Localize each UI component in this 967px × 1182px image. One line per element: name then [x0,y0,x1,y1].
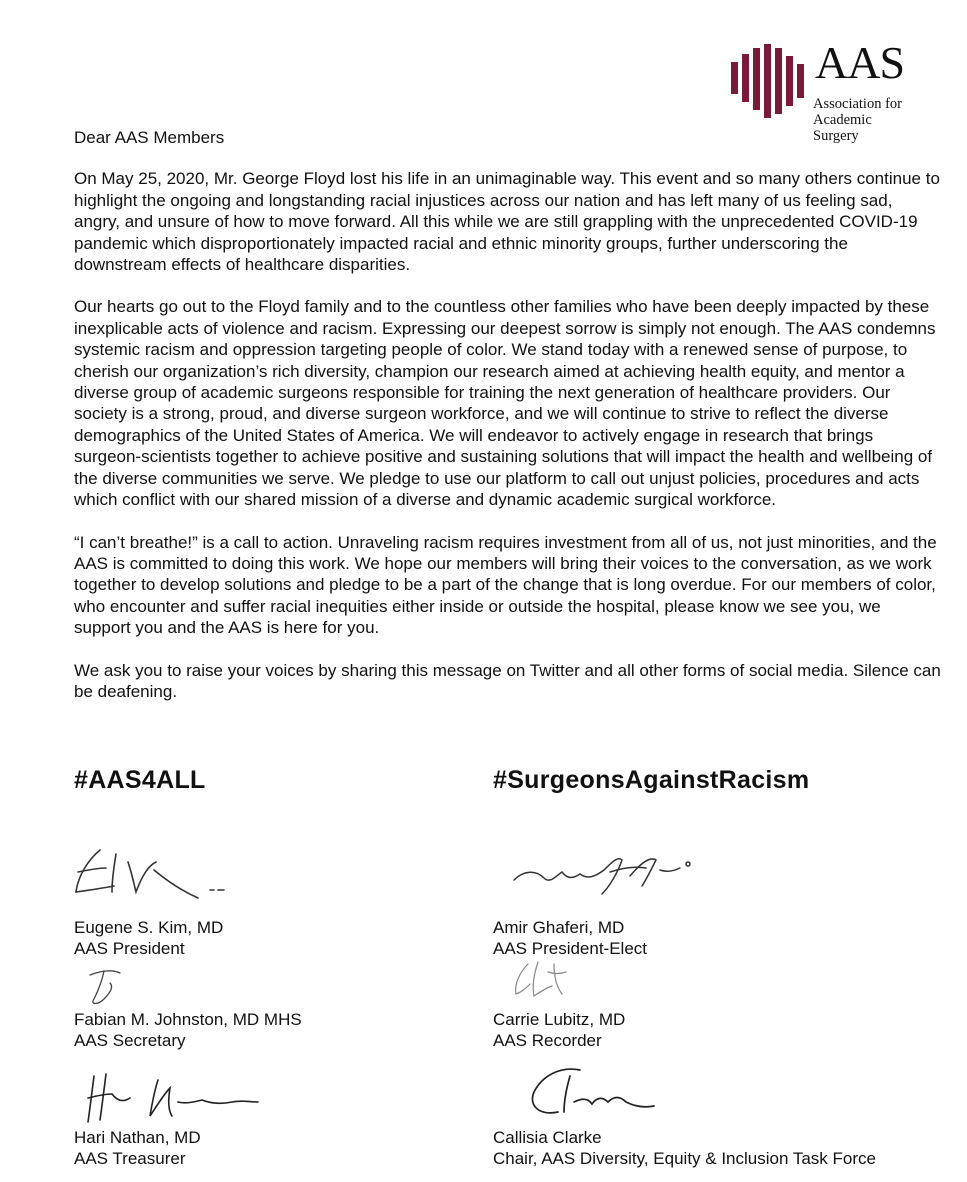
signatory-title: AAS Recorder [493,1031,602,1050]
signatory-name: Fabian M. Johnston, MD MHS [74,1010,302,1029]
signatory-title: AAS Secretary [74,1031,186,1050]
hashtags [74,766,934,800]
greeting: Dear AAS Members [74,128,225,147]
signatory-name: Callisia Clarke [493,1128,602,1147]
signature-eugene-kim [70,840,240,910]
signatory-callisia-clarke [493,1127,876,1169]
letter-body [74,127,942,723]
paragraph-1: On May 25, 2020, Mr. George Floyd lost his life in an unimaginable way. This event and so many others continue to highlight the ongoing and longstanding racial injustices across our nation and has left many of us feeling sad, angry, and unsure of how to move forward. All this while we are still grappling with the unprecedented COVID-19 pandemic which disproportionately impacted racial and ethnic minority groups, further underscoring the downstream effects of healthcare disparities. [74,169,940,275]
signatory-name: Amir Ghaferi, MD [493,918,625,937]
signature-carrie-lubitz [508,958,588,1003]
signatory-name: Eugene S. Kim, MD [74,918,224,937]
signatory-title: AAS President-Elect [493,939,648,958]
signature-callisia-clarke [520,1062,660,1122]
logo-abbreviation: AAS [815,37,905,88]
signatory-title: Chair, AAS Diversity, Equity & Inclusion Task Force [493,1149,876,1168]
signature-hari-nathan [82,1068,262,1128]
signatory-amir-ghaferi [493,917,647,959]
hashtag-surgeons-against-racism: #SurgeonsAgainstRacism [493,766,810,794]
aas-logo [729,37,919,144]
signatory-name: Hari Nathan, MD [74,1128,201,1147]
signatory-name: Carrie Lubitz, MD [493,1010,626,1029]
signature-amir-ghaferi [510,850,700,900]
signatory-fabian-johnston [74,1009,302,1051]
paragraph-4: We ask you to raise your voices by sharing this message on Twitter and all other forms of social media. Silence can be deafening. [74,660,941,701]
signatory-hari-nathan [74,1127,201,1169]
signature-fabian-johnston [80,965,140,1010]
logo-bars-icon [729,44,809,136]
paragraph-2: Our hearts go out to the Floyd family and to the countless other families who have been deeply impacted by these inexplicable acts of violence and racism. Expressing our deepest sorrow is simply not enough. The AAS condemns systemic racism and oppression targeting people of color. We stand today with a renewed sense of purpose, to cherish our organization’s rich diversity, champion our research aimed at achieving health equity, and mentor a diverse group of academic surgeons responsible for training the next generation of healthcare providers. Our society is a strong, proud, and diverse surgeon workforce, and we will continue to strive to reflect the diverse demographics of the United States of America. We will endeavor to actively engage in research that brings surgeon-scientists together to achieve positive and sustaining solutions that will impact the health and wellbeing of the diverse communities we serve. We pledge to use our platform to call out unjust policies, procedures and acts which conflict with our shared mission of a diverse and dynamic academic surgical workforce. [74,297,936,510]
paragraph-3: “I can’t breathe!” is a call to action. Unraveling racism requires investment from all of us, not just minorities, and the AAS is committed to doing this work. We hope our members will bring their voices to the conversation, as we work together to develop solutions and pledge to be a part of the change that is long overdue. For our members of color, who encounter and suffer racial inequities either inside or outside the hospital, please know we see you, we support you and the AAS is here for you. [74,532,937,638]
signatory-carrie-lubitz [493,1009,625,1051]
signatory-title: AAS President [74,939,185,958]
hashtag-aas4all: #AAS4ALL [74,766,206,794]
signatory-title: AAS Treasurer [74,1149,186,1168]
logo-full-name: Association for Academic Surgery [813,96,902,144]
signatory-eugene-kim [74,917,223,959]
